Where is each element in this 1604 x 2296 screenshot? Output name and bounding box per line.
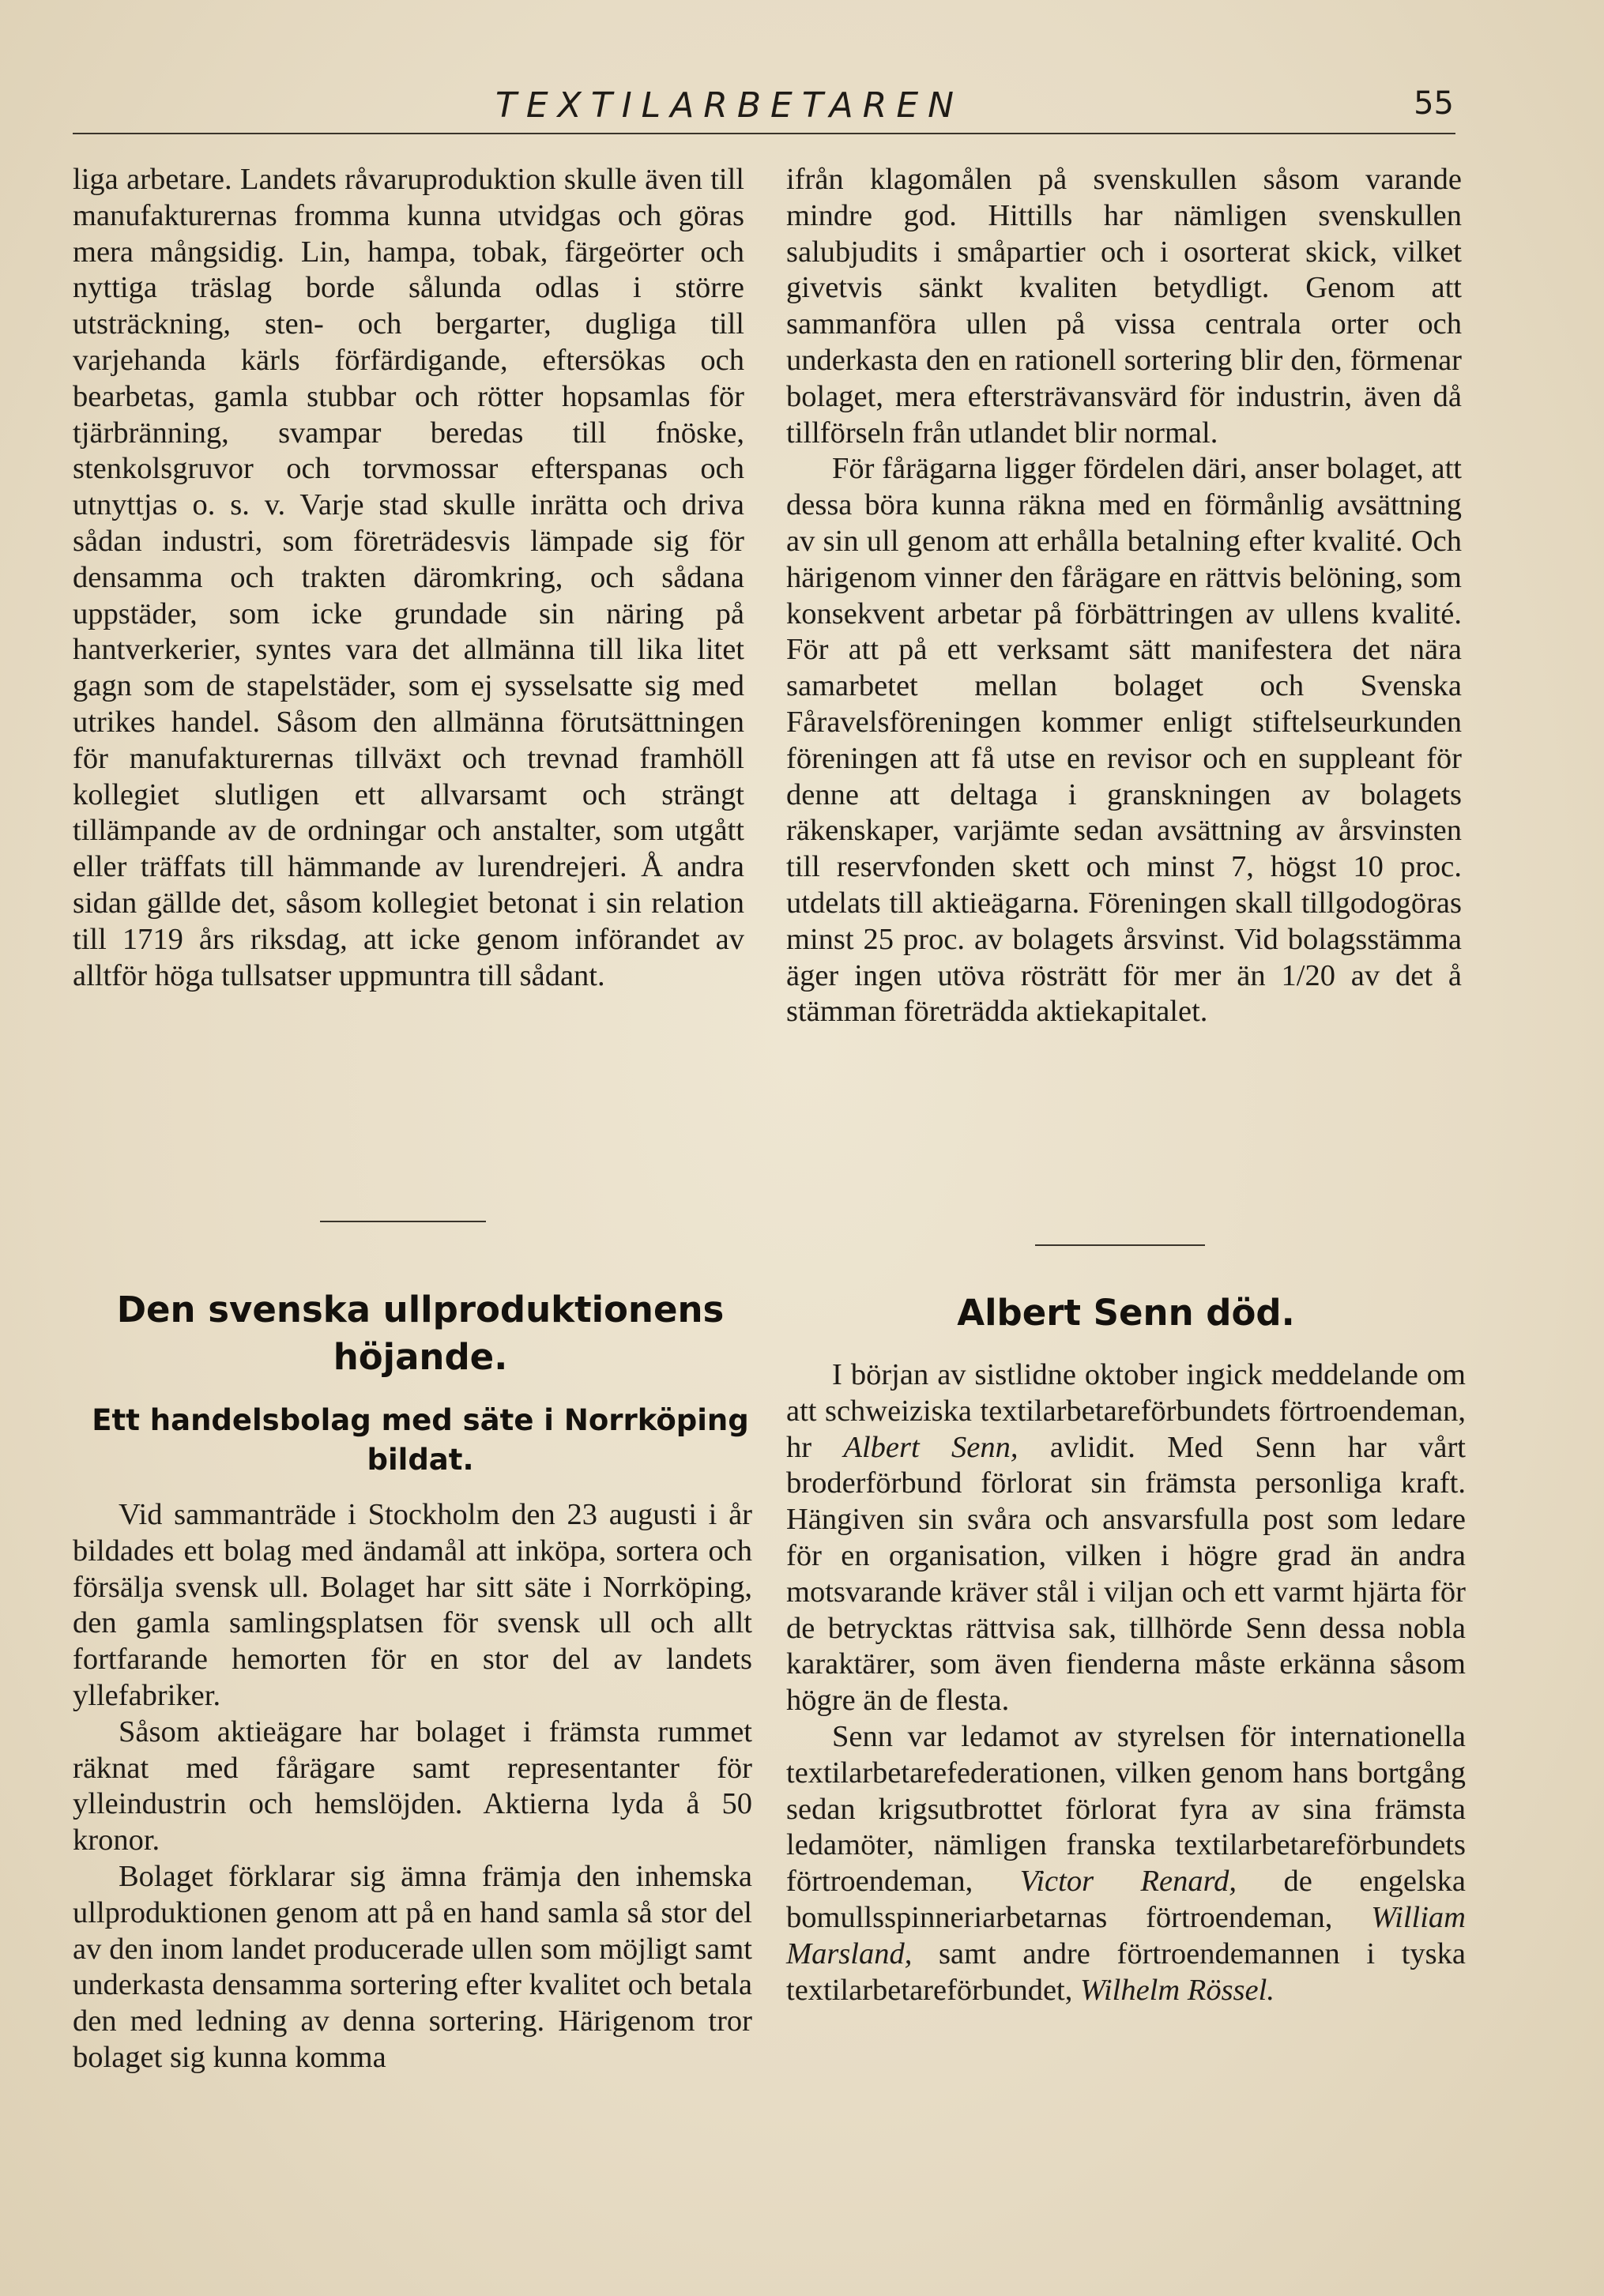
article-body-senn [786, 1357, 1466, 2008]
text-run: samt andre förtroendemannen i tyska textilarbetareförbundet, [786, 1937, 1466, 2007]
paragraph: Vid sammanträde i Stockholm den 23 augusti i år bildades ett bolag med ändamål att inköpa, sortera och försälja svensk ull. Bolaget har sitt säte i Norrköping, den gamla samlingsplatsen för svensk ull och allt fortfarande hemorten för en stor del av landets yllefabriker. [73, 1498, 752, 1712]
paragraph: Bolaget förklarar sig ämna främja den inhemska ullproduktionen genom att på en hand samla så stor del av den inom landet producerade ullen som möjligt samt underkasta densamma sortering efter kvalitet och betala den med ledning av denna sortering. Härigenom tror bolaget sig kunna komma [73, 1859, 752, 2074]
paragraph: ifrån klagomålen på svenskullen såsom varande mindre god. Hittills har nämligen svenskullen salubjudits i småpartier och i osorterat skick, vilket givetvis sänkt kvaliten betydligt. Genom att sammanföra ullen på vissa centrala orter och underkasta den en rationell sortering blir den, förmenar bolaget, mera eftersträvansvärd för industrin, även då tillförseln från utlandet blir normal. [786, 163, 1462, 450]
paragraph: liga arbetare. Landets råvaruproduktion skulle även till manufakturernas fromma kunna utvidgas och göras mera mångsidig. Lin, hampa, tobak, färgeörter och nyttiga träslag borde sålunda odlas i större utsträckning, sten- och bergarter, dugliga till varjehanda kärls förfärdigande, eftersökas och bearbetas, gamla stubbar och rötter hopsamlas för tjärbränning, svampar beredas till fnöske, stenkolsgruvor och torvmossar efterspanas och utnyttjas o. s. v. Varje stad skulle inrätta och driva sådan industri, som företrädesvis lämpade sig för densamma och trakten däromkring, och sådana uppstäder, som icke grundade sin näring på hantverkerier, syntes vara det allmänna till lika litet gagn som de stapelstäder, som ej sysselsatte sig med utrikes handel. Såsom den allmänna förutsättningen för manufakturernas tillväxt och trevnad framhöll kollegiet slutligen ett allvarsamt och strängt tillämpande av de ordningar och anstalter, som utgått eller träffats till hämmande av lurendrejeri. Å andra sidan gällde det, såsom kollegiet betonat i sin relation till 1719 års riksdag, att icke genom införandet av alltför höga tullsatser uppmuntra till sådant. [73, 163, 744, 992]
article-headline-ull: Den svenska ullproduktionens höjande. [116, 1289, 725, 1378]
page-number: 55 [1414, 85, 1454, 122]
text-run: I början av sistlidne oktober ingick meddelande om att schweiziska textilarbetareförbundets förtroendeman, hr [786, 1358, 1466, 1464]
paragraph [786, 1719, 1466, 2008]
person-name: Wilhelm Rössel. [1080, 1973, 1275, 2007]
article-headline-senn: Albert Senn död. [957, 1292, 1295, 1334]
running-head [73, 85, 1455, 134]
header-rule [73, 133, 1455, 134]
section-divider-left [320, 1221, 486, 1222]
article-body-ull [73, 1497, 752, 2076]
text-run: Senn var ledamot av styrelsen för internationella textilarbetarefederationen, vilken genom hans bortgång sedan krigsutbrottet förlorat fyra av sina främsta ledamöter, nämligen franska textilarbetareförbundets förtroendeman, [786, 1719, 1466, 1899]
person-name: Victor Renard, [1019, 1865, 1237, 1899]
section-divider-right [1035, 1244, 1205, 1246]
column-left-continuation [73, 162, 744, 994]
paragraph: För fårägarna ligger fördelen däri, anser bolaget, att dessa böra kunna räkna med en förmånlig avsättning av sin ull genom att erhålla betalning efter kvalité. Och härigenom vinner den fårägare en rättvis belöning, som konsekvent arbetar på förbättringen av ullens kvalité. För att på ett verksamt sätt manifestera det nära samarbetet mellan bolaget och Svenska Fåravelsföreningen kommer enligt stiftelseurkunden föreningen att få utse en revisor och en suppleant för denne att deltaga i granskningen av bolagets räkenskaper, varjämte sedan avsättning av årsvinsten till reservfonden skett och minst 7, högst 10 proc. utdelats till aktieägarna. Föreningen skall tillgodogöras minst 25 proc. av bolagets årsvinst. Vid bolagsstämma äger ingen utöva rösträtt för mer än 1/20 av det å stämman företrädda aktiekapitalet. [786, 452, 1462, 1029]
article-subheadline-ull: Ett handelsbolag med säte i Norrköping bildat. [92, 1403, 749, 1477]
publication-title: TEXTILARBETAREN [495, 85, 964, 126]
person-name: William Marsland, [786, 1900, 1466, 1970]
text-run: de engelska bomullsspinneriarbetarnas förtroendeman, [786, 1865, 1466, 1934]
text-run: avlidit. Med Senn har vårt broderförbund förlorat sin främsta personliga kraft. Hängiven sin svåra och ansvarsfulla post som ledare för en organisation, vilken i högre grad än andra motsvarande kräver stål i viljan och ett varmt hjärta för de betrycktas rättvisa sak, tillhörde Senn dessa nobla karaktärer, som även fienderna måste erkänna såsom högre än de flesta. [786, 1430, 1466, 1718]
column-right-continuation [786, 162, 1462, 1030]
paragraph [786, 1357, 1466, 1719]
paragraph: Såsom aktieägare har bolaget i främsta rummet räknat med fårägare samt representanter för ylleindustrin och hemslöjden. Aktierna lyda å 50 kronor. [73, 1714, 752, 1858]
person-name: Albert Senn, [843, 1430, 1019, 1464]
